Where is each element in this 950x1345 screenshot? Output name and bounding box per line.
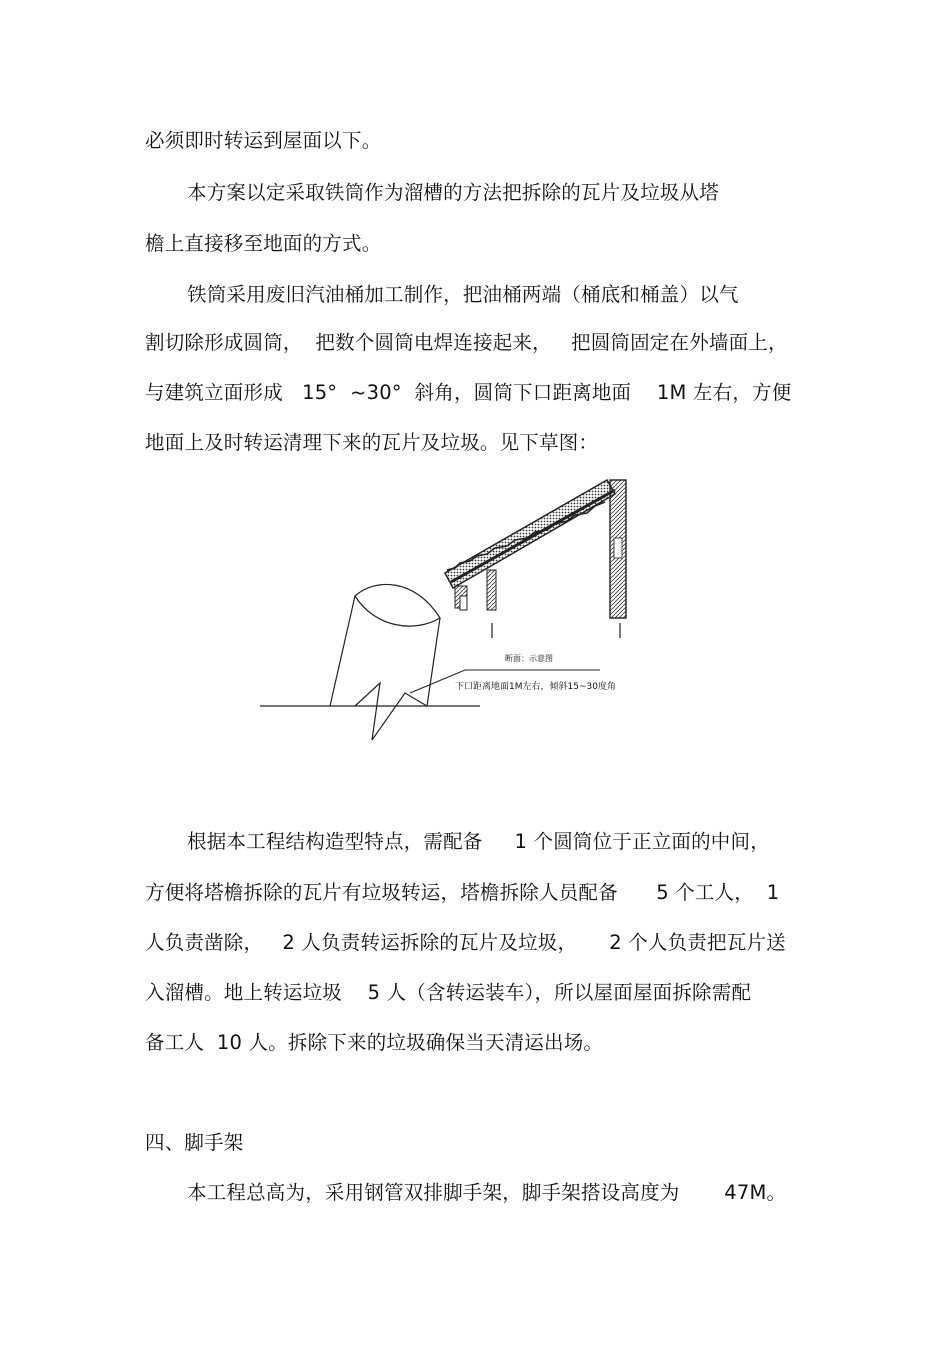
break-mark <box>355 683 427 740</box>
post-middle <box>487 570 496 610</box>
paragraph-4-line-3: 人负责凿除， 2 人负责转运拆除的瓦片及垃圾， 2 个人负责把瓦片送 <box>145 931 786 954</box>
chute-tube-outline <box>330 596 440 706</box>
figure-label-1: 断面：示意图 <box>505 654 553 663</box>
paragraph-2-line-2: 檐上直接移至地面的方式。 <box>145 232 382 255</box>
chute-top-opening <box>355 584 440 626</box>
paragraph-4-line-4: 入溜槽。地上转运垃圾 5 人（含转运装车），所以屋面屋面拆除需配 <box>145 981 752 1004</box>
bracket-left-2 <box>460 596 467 610</box>
roof-tiles-2 <box>451 490 615 582</box>
paragraph-4-line-1: 根据本工程结构造型特点，需配备 1 个圆筒位于正立面的中间， <box>187 830 770 853</box>
paragraph-3-line-1: 铁筒采用废旧汽油桶加工制作，把油桶两端（桶底和桶盖）以气 <box>187 283 739 306</box>
paragraph-1-line-1: 必须即时转运到屋面以下。 <box>145 129 382 152</box>
paragraph-3-line-4: 地面上及时转运清理下来的瓦片及垃圾。见下草图： <box>145 431 599 454</box>
paragraph-5-line-1: 本工程总高为，采用钢管双排脚手架，脚手架搭设高度为 47M。 <box>187 1181 787 1204</box>
paragraph-4-line-5: 备工人 10 人。拆除下来的垃圾确保当天清运出场。 <box>145 1031 604 1054</box>
chute-sketch-figure <box>255 478 635 748</box>
paragraph-3-line-3: 与建筑立面形成 15° ~30° 斜角，圆筒下口距离地面 1M 左右，方便 <box>145 381 792 404</box>
paragraph-4-line-2: 方便将塔檐拆除的瓦片有垃圾转运，塔檐拆除人员配备 5 个工人， 1 <box>145 881 780 904</box>
wall-column-inner <box>614 538 622 558</box>
figure-label-2: 下口距离地面1M左右，倾斜15~30度角 <box>455 682 616 692</box>
paragraph-3-line-2: 割切除形成圆筒， 把数个圆筒电焊连接起来， 把圆筒固定在外墙面上， <box>145 331 788 354</box>
section-heading: 四、脚手架 <box>145 1131 244 1154</box>
paragraph-2-line-1: 本方案以定采取铁筒作为溜槽的方法把拆除的瓦片及垃圾从塔 <box>187 181 719 204</box>
